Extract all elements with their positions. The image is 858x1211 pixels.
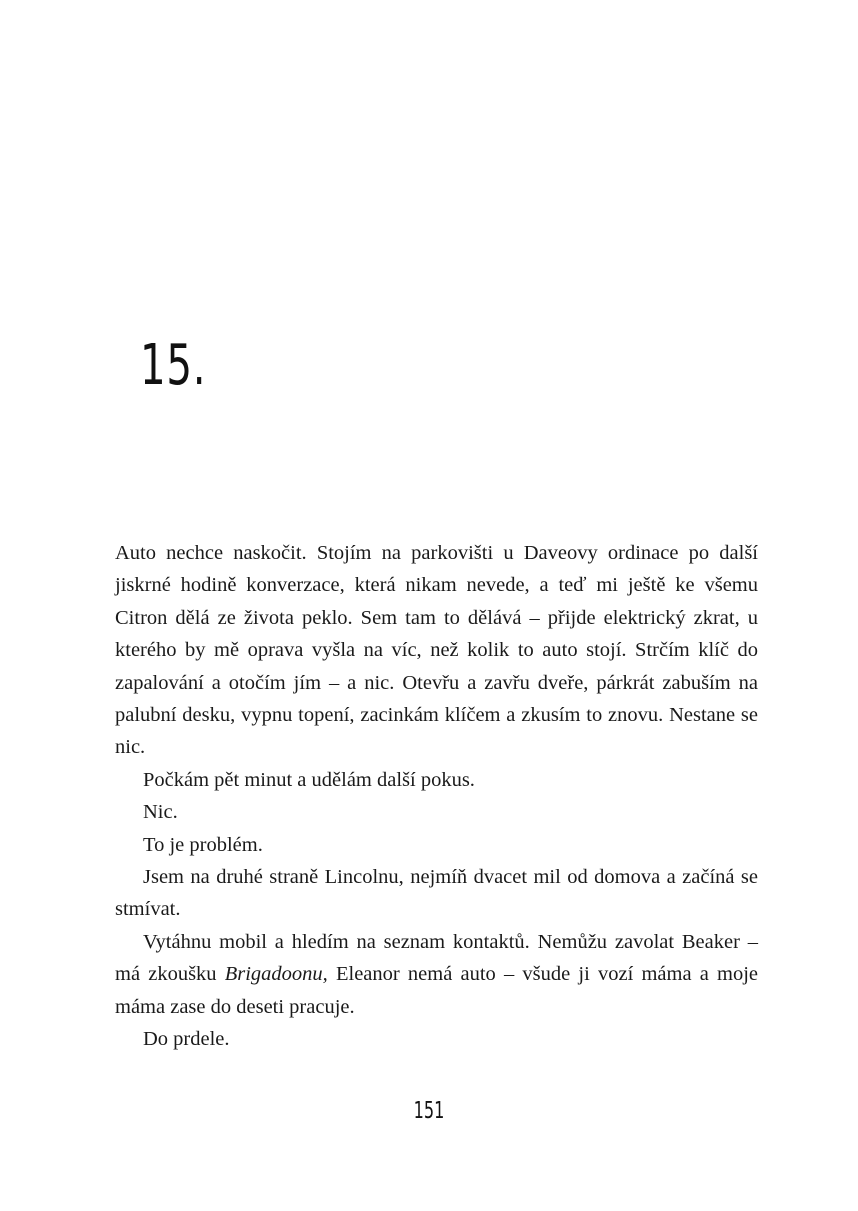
paragraph: Auto nechce naskočit. Stojím na parkovišti u Daveovy ordinace po další jiskrné hodině konverzace, která nikam nevede, a teď mi ještě ke všemu Citron dělá ze života peklo. Sem tam to dělává – přijde elektrický zkrat, u kterého by mě oprava vyšla na víc, než kolik to auto stojí. Strčím klíč do zapalování a otočím jím – a nic. Otevřu a zavřu dveře, párkrát zabuším na palubní desku, vypnu topení, zacinkám klíčem a zkusím to znovu. Nestane se nic. xyxy=(115,542,758,759)
paragraph-text: Eleanor nemá auto – všude ji vozí máma a moje máma zase do deseti pracuje. xyxy=(115,963,758,1018)
paragraph-text: Vytáhnu mobil a hledím na seznam kontaktů. Nemůžu zavolat Beaker – má zkoušku xyxy=(115,930,758,986)
paragraph xyxy=(115,926,758,1023)
paragraph: Nic. xyxy=(143,801,178,824)
paragraph: To je problém. xyxy=(143,833,263,856)
book-title: Brigadoonu, xyxy=(224,963,328,986)
paragraph: Do prdele. xyxy=(143,1028,230,1051)
paragraph: Počkám pět minut a udělám další pokus. xyxy=(143,768,475,791)
page-number: 151 xyxy=(413,1098,445,1124)
paragraph: Jsem na druhé straně Lincolnu, nejmíň dvacet mil od domova a začíná se stmívat. xyxy=(115,866,758,921)
chapter-body xyxy=(115,537,758,1056)
chapter-number: 15. xyxy=(140,333,207,398)
